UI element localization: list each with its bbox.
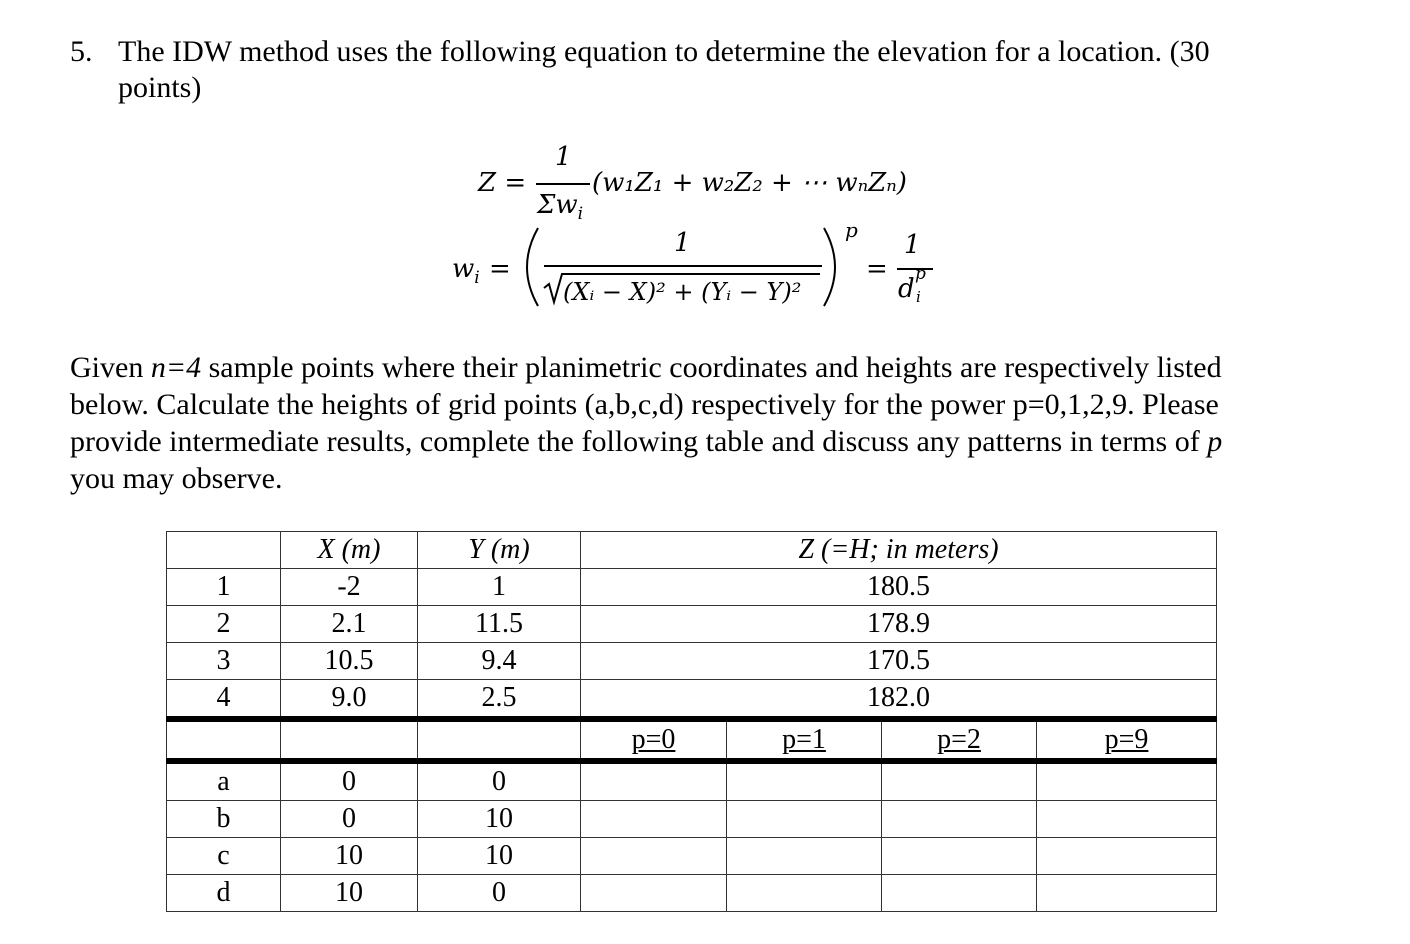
power-1: p=1 [727,719,882,761]
eq-w-inner-numerator: 1 [674,228,691,258]
paragraph-line-1: Given n=4 sample points where their planimetric coordinates and heights are respectively listed [70,351,1222,384]
answer-cell[interactable] [727,761,882,801]
question-number: 5. [70,35,93,68]
eq-w-inner-denominator: (Xᵢ − X)² + (Yᵢ − Y)² [563,278,802,306]
paragraph-line-4: you may observe. [70,462,283,495]
answer-cell[interactable] [581,838,727,875]
question-text-1: The IDW method uses the following equation to determine the elevation for a location. (30 [118,35,1210,68]
answer-cell[interactable] [882,801,1037,838]
power-2: p=2 [882,719,1037,761]
table-row: 3 10.5 9.4 170.5 [167,643,1217,680]
power-header-row [167,719,1217,761]
answer-cell[interactable] [727,801,882,838]
eq-z-fraction-bar [536,183,590,185]
grid-row: a 0 0 [167,761,1217,801]
power-9: p=9 [1037,719,1217,761]
header-id [167,532,281,569]
eq-z-denominator: $\Sigma w_i$ [537,190,584,225]
header-x: X (m) [281,532,418,569]
eq-z-lhs: Z = [478,168,527,198]
header-z: Z (=H; in meters) [581,532,1217,569]
table-header-row [167,532,1217,569]
eq-w-rhs-numerator: 1 [904,230,921,260]
answer-cell[interactable] [1037,875,1217,912]
power-0: p=0 [581,719,727,761]
header-y: Y (m) [418,532,581,569]
table-row: 1 -2 1 180.5 [167,569,1217,606]
question-line-2: points) [118,71,202,104]
answer-cell[interactable] [727,838,882,875]
paragraph-line-2: below. Calculate the heights of grid points (a,b,c,d) respectively for the power p=0,1,2,9. Please [70,388,1219,421]
answer-cell[interactable] [1037,801,1217,838]
answer-cell[interactable] [581,801,727,838]
question-line-1 [70,34,1210,70]
answer-cell[interactable] [882,838,1037,875]
grid-row: d 10 0 [167,875,1217,912]
table-row: 2 2.1 11.5 178.9 [167,606,1217,643]
eq-w-power: p [845,218,858,242]
answer-cell[interactable] [581,875,727,912]
eq-w-equals-2: = [866,254,888,284]
answer-cell[interactable] [1037,838,1217,875]
answer-cell[interactable] [581,761,727,801]
answer-cell[interactable] [727,875,882,912]
eq-z-numerator: 1 [555,142,572,172]
eq-w-rhs-denominator: d p i [898,264,926,306]
paragraph-line-3: provide intermediate results, complete the following table and discuss any patterns in terms of p [70,425,1223,458]
grid-row: b 0 10 [167,801,1217,838]
eq-w-lhs: $w_i$ [452,254,480,289]
idw-table [166,531,1217,912]
answer-cell[interactable] [882,875,1037,912]
eq-w-equals: = [489,254,511,284]
eq-z-rhs: (w₁Z₁ + w₂Z₂ + ⋯ wₙZₙ) [592,168,907,198]
answer-cell[interactable] [882,761,1037,801]
grid-row: c 10 10 [167,838,1217,875]
answer-cell[interactable] [1037,761,1217,801]
table-row: 4 9.0 2.5 182.0 [167,680,1217,720]
